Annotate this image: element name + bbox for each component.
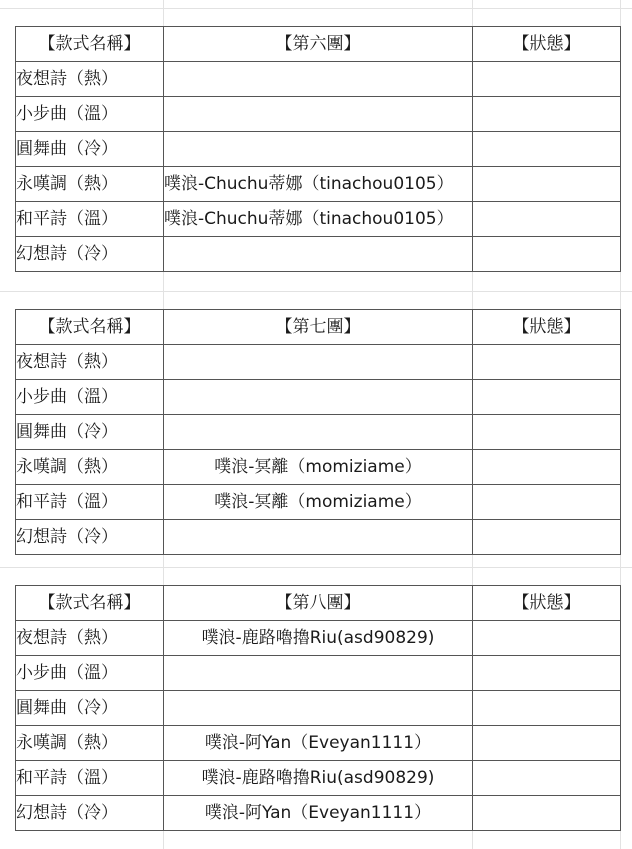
table-row bbox=[16, 237, 621, 272]
style-cell[interactable]: 圓舞曲（冷） bbox=[16, 132, 164, 167]
assignee-cell[interactable] bbox=[164, 656, 473, 691]
status-header[interactable]: 【狀態】 bbox=[473, 27, 621, 62]
assignee-cell[interactable] bbox=[164, 691, 473, 726]
assignee-cell[interactable] bbox=[164, 415, 473, 450]
style-cell[interactable]: 圓舞曲（冷） bbox=[16, 415, 164, 450]
status-cell[interactable] bbox=[473, 450, 621, 485]
status-header[interactable]: 【狀態】 bbox=[473, 310, 621, 345]
style-cell[interactable]: 和平詩（溫） bbox=[16, 761, 164, 796]
table-row bbox=[16, 485, 621, 520]
table-row bbox=[16, 167, 621, 202]
assignee-cell[interactable]: 噗浪-冥離（momiziame） bbox=[164, 450, 473, 485]
style-cell[interactable]: 永嘆調（熱） bbox=[16, 167, 164, 202]
assignee-cell[interactable] bbox=[164, 97, 473, 132]
table-row bbox=[16, 132, 621, 167]
status-cell[interactable] bbox=[473, 202, 621, 237]
status-cell[interactable] bbox=[473, 415, 621, 450]
assignee-cell[interactable] bbox=[164, 237, 473, 272]
roster-table-group-8 bbox=[15, 585, 621, 831]
roster-table-group-6 bbox=[15, 26, 621, 272]
status-cell[interactable] bbox=[473, 345, 621, 380]
status-cell[interactable] bbox=[473, 621, 621, 656]
table-row bbox=[16, 380, 621, 415]
style-cell[interactable]: 幻想詩（冷） bbox=[16, 796, 164, 831]
assignee-cell[interactable] bbox=[164, 132, 473, 167]
style-cell[interactable]: 小步曲（溫） bbox=[16, 656, 164, 691]
table-row bbox=[16, 62, 621, 97]
status-cell[interactable] bbox=[473, 691, 621, 726]
header-row bbox=[16, 310, 621, 345]
style-cell[interactable]: 永嘆調（熱） bbox=[16, 450, 164, 485]
status-cell[interactable] bbox=[473, 761, 621, 796]
group-header[interactable]: 【第八團】 bbox=[164, 586, 473, 621]
table-row bbox=[16, 415, 621, 450]
status-cell[interactable] bbox=[473, 726, 621, 761]
header-row bbox=[16, 27, 621, 62]
style-cell[interactable]: 和平詩（溫） bbox=[16, 485, 164, 520]
style-header[interactable]: 【款式名稱】 bbox=[16, 27, 164, 62]
group-header[interactable]: 【第六團】 bbox=[164, 27, 473, 62]
assignee-cell[interactable]: 噗浪-阿Yan（Eveyan1111） bbox=[164, 726, 473, 761]
style-cell[interactable]: 夜想詩（熱） bbox=[16, 345, 164, 380]
table-row bbox=[16, 621, 621, 656]
roster-table-group-7 bbox=[15, 309, 621, 555]
style-cell[interactable]: 永嘆調（熱） bbox=[16, 726, 164, 761]
status-cell[interactable] bbox=[473, 380, 621, 415]
table-row bbox=[16, 726, 621, 761]
status-cell[interactable] bbox=[473, 237, 621, 272]
table-row bbox=[16, 761, 621, 796]
assignee-cell[interactable]: 噗浪-阿Yan（Eveyan1111） bbox=[164, 796, 473, 831]
assignee-cell[interactable]: 噗浪-冥離（momiziame） bbox=[164, 485, 473, 520]
table-row bbox=[16, 450, 621, 485]
status-header[interactable]: 【狀態】 bbox=[473, 586, 621, 621]
assignee-cell[interactable] bbox=[164, 345, 473, 380]
group-header[interactable]: 【第七團】 bbox=[164, 310, 473, 345]
table-row bbox=[16, 97, 621, 132]
status-cell[interactable] bbox=[473, 97, 621, 132]
table-row bbox=[16, 345, 621, 380]
style-cell[interactable]: 小步曲（溫） bbox=[16, 97, 164, 132]
status-cell[interactable] bbox=[473, 132, 621, 167]
assignee-cell[interactable] bbox=[164, 520, 473, 555]
table-row bbox=[16, 656, 621, 691]
status-cell[interactable] bbox=[473, 796, 621, 831]
assignee-cell[interactable]: 噗浪-Chuchu蒂娜（tinachou0105） bbox=[164, 167, 473, 202]
assignee-cell[interactable]: 噗浪-Chuchu蒂娜（tinachou0105） bbox=[164, 202, 473, 237]
style-header[interactable]: 【款式名稱】 bbox=[16, 586, 164, 621]
style-cell[interactable]: 夜想詩（熱） bbox=[16, 62, 164, 97]
assignee-cell[interactable]: 噗浪-鹿路嚕擼Riu(asd90829) bbox=[164, 621, 473, 656]
assignee-cell[interactable] bbox=[164, 62, 473, 97]
style-cell[interactable]: 夜想詩（熱） bbox=[16, 621, 164, 656]
status-cell[interactable] bbox=[473, 62, 621, 97]
status-cell[interactable] bbox=[473, 485, 621, 520]
style-cell[interactable]: 圓舞曲（冷） bbox=[16, 691, 164, 726]
style-cell[interactable]: 幻想詩（冷） bbox=[16, 237, 164, 272]
style-cell[interactable]: 小步曲（溫） bbox=[16, 380, 164, 415]
status-cell[interactable] bbox=[473, 656, 621, 691]
assignee-cell[interactable] bbox=[164, 380, 473, 415]
style-cell[interactable]: 和平詩（溫） bbox=[16, 202, 164, 237]
table-row bbox=[16, 202, 621, 237]
header-row bbox=[16, 586, 621, 621]
status-cell[interactable] bbox=[473, 520, 621, 555]
style-header[interactable]: 【款式名稱】 bbox=[16, 310, 164, 345]
assignee-cell[interactable]: 噗浪-鹿路嚕擼Riu(asd90829) bbox=[164, 761, 473, 796]
table-row bbox=[16, 520, 621, 555]
table-row bbox=[16, 796, 621, 831]
table-row bbox=[16, 691, 621, 726]
style-cell[interactable]: 幻想詩（冷） bbox=[16, 520, 164, 555]
status-cell[interactable] bbox=[473, 167, 621, 202]
